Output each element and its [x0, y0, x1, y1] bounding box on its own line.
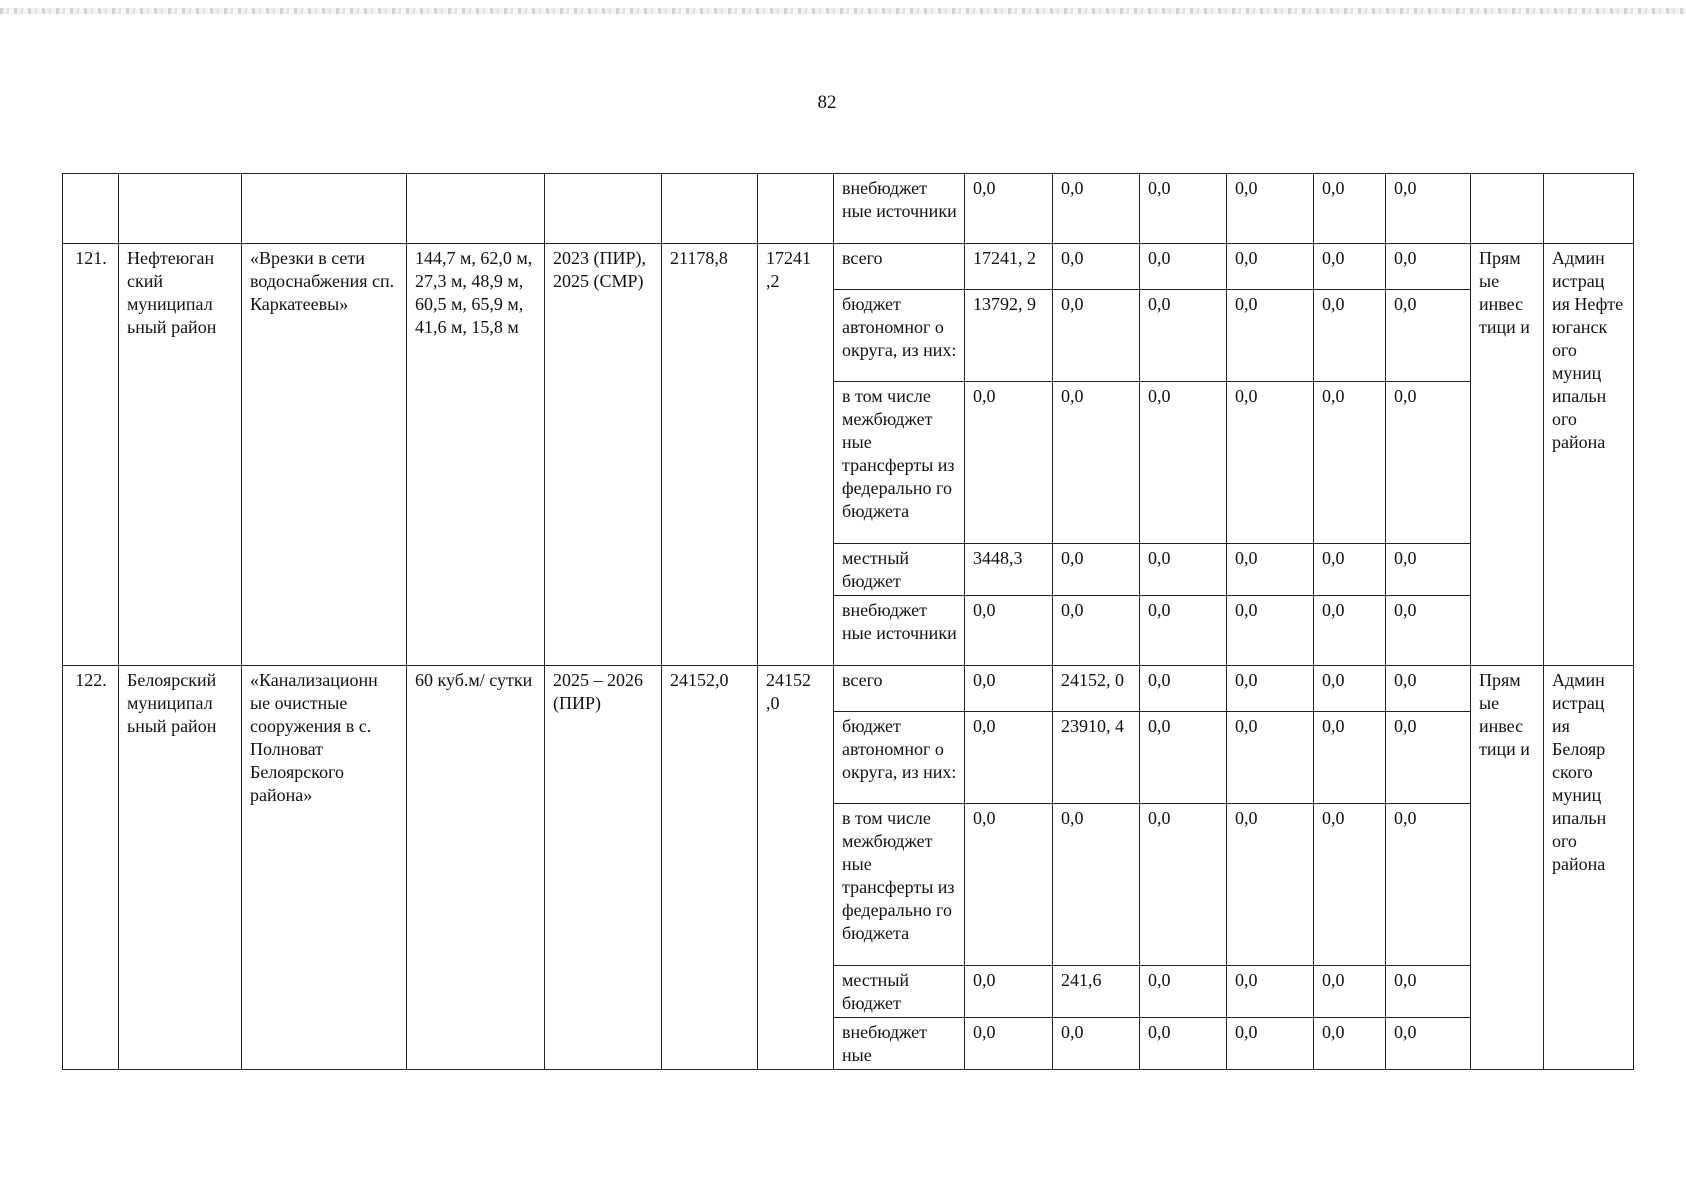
customer-cell: Админ истрац ия Нефте юганск ого муниц ипальн ого района — [1544, 244, 1634, 666]
value-cell: 0,0 — [1227, 174, 1314, 244]
value-cell: 0,0 — [1053, 544, 1140, 596]
value-cell: 0,0 — [1227, 966, 1314, 1018]
empty-cell — [758, 174, 834, 244]
value-cell: 0,0 — [1386, 804, 1471, 966]
object-name-cell: «Врезки в сети водоснабжения сп. Каркатеевы» — [242, 244, 407, 666]
value-cell: 0,0 — [1314, 804, 1386, 966]
value-cell: 0,0 — [1386, 596, 1471, 666]
period-cell: 2023 (ПИР), 2025 (СМР) — [545, 244, 662, 666]
value-cell: 0,0 — [1227, 544, 1314, 596]
cost-cell: 24152,0 — [662, 666, 758, 1070]
financing-source-cell: местный бюджет — [834, 544, 965, 596]
value-cell: 0,0 — [1140, 290, 1227, 382]
value-cell: 0,0 — [1314, 290, 1386, 382]
value-cell: 13792, 9 — [965, 290, 1053, 382]
value-cell: 0,0 — [1140, 666, 1227, 712]
financing-source-cell: всего — [834, 244, 965, 290]
empty-cell — [662, 174, 758, 244]
value-cell: 0,0 — [1386, 1018, 1471, 1070]
empty-cell — [242, 174, 407, 244]
empty-cell — [407, 174, 545, 244]
value-cell: 0,0 — [965, 966, 1053, 1018]
municipality-cell: Нефтеюган ский муниципал ьный район — [119, 244, 242, 666]
value-cell: 0,0 — [1227, 666, 1314, 712]
value-cell: 0,0 — [1227, 596, 1314, 666]
value-cell: 0,0 — [1314, 244, 1386, 290]
value-cell: 0,0 — [1140, 174, 1227, 244]
value-cell: 0,0 — [1314, 544, 1386, 596]
total-cell: 17241 ,2 — [758, 244, 834, 666]
financing-source-cell: в том числе межбюджет ные трансферты из федерально го бюджета — [834, 382, 965, 544]
value-cell: 0,0 — [965, 174, 1053, 244]
table-row — [63, 244, 1634, 290]
financing-source-cell: бюджет автономног о округа, из них: — [834, 290, 965, 382]
value-cell: 0,0 — [1386, 544, 1471, 596]
value-cell: 0,0 — [1227, 804, 1314, 966]
value-cell: 3448,3 — [965, 544, 1053, 596]
financing-source-cell: внебюджет ные источники — [834, 596, 965, 666]
scan-edge-noise — [0, 8, 1686, 14]
value-cell: 0,0 — [1386, 966, 1471, 1018]
value-cell: 0,0 — [1053, 1018, 1140, 1070]
value-cell: 0,0 — [1386, 290, 1471, 382]
table-row-continuation — [63, 174, 1634, 244]
value-cell: 0,0 — [1314, 666, 1386, 712]
value-cell: 0,0 — [1053, 382, 1140, 544]
value-cell: 0,0 — [1386, 174, 1471, 244]
value-cell: 17241, 2 — [965, 244, 1053, 290]
value-cell: 0,0 — [1140, 966, 1227, 1018]
value-cell: 0,0 — [1053, 244, 1140, 290]
page-number: 82 — [817, 92, 837, 113]
value-cell: 23910, 4 — [1053, 712, 1140, 804]
value-cell: 0,0 — [965, 804, 1053, 966]
value-cell: 0,0 — [1314, 174, 1386, 244]
value-cell: 0,0 — [965, 596, 1053, 666]
value-cell: 0,0 — [965, 666, 1053, 712]
row-number-cell: 122. — [63, 666, 119, 1070]
row-number-cell: 121. — [63, 244, 119, 666]
empty-cell — [119, 174, 242, 244]
object-name-cell: «Канализационн ые очистные сооружения в с. Полноват Белоярского района» — [242, 666, 407, 1070]
customer-cell: Админ истрац ия Белояр ского муниц ипальн ого района — [1544, 666, 1634, 1070]
financing-source-cell: внебюджет ные источники — [834, 174, 965, 244]
value-cell: 0,0 — [1053, 290, 1140, 382]
value-cell: 0,0 — [1227, 290, 1314, 382]
total-cell: 24152 ,0 — [758, 666, 834, 1070]
value-cell: 0,0 — [1227, 244, 1314, 290]
financing-source-cell: бюджет автономног о округа, из них: — [834, 712, 965, 804]
value-cell: 0,0 — [1314, 966, 1386, 1018]
value-cell: 0,0 — [1227, 712, 1314, 804]
value-cell: 0,0 — [1314, 712, 1386, 804]
value-cell: 0,0 — [965, 382, 1053, 544]
value-cell: 0,0 — [965, 1018, 1053, 1070]
value-cell: 0,0 — [1314, 382, 1386, 544]
period-cell: 2025 – 2026 (ПИР) — [545, 666, 662, 1070]
value-cell: 0,0 — [1140, 244, 1227, 290]
value-cell: 24152, 0 — [1053, 666, 1140, 712]
value-cell: 0,0 — [1227, 1018, 1314, 1070]
value-cell: 0,0 — [1314, 596, 1386, 666]
empty-cell — [1544, 174, 1634, 244]
value-cell: 0,0 — [1053, 804, 1140, 966]
financing-source-cell: внебюджет ные — [834, 1018, 965, 1070]
capacity-cell: 60 куб.м/ сутки — [407, 666, 545, 1070]
financing-source-cell: всего — [834, 666, 965, 712]
value-cell: 0,0 — [1140, 804, 1227, 966]
financing-source-cell: в том числе межбюджет ные трансферты из федерально го бюджета — [834, 804, 965, 966]
value-cell: 0,0 — [1227, 382, 1314, 544]
mechanism-cell: Прям ые инвес тици и — [1471, 244, 1544, 666]
empty-cell — [545, 174, 662, 244]
financing-source-cell: местный бюджет — [834, 966, 965, 1018]
capacity-cell: 144,7 м, 62,0 м, 27,3 м, 48,9 м, 60,5 м, 65,9 м, 41,6 м, 15,8 м — [407, 244, 545, 666]
value-cell: 0,0 — [1386, 382, 1471, 544]
value-cell: 241,6 — [1053, 966, 1140, 1018]
empty-cell — [1471, 174, 1544, 244]
value-cell: 0,0 — [1140, 544, 1227, 596]
investment-table — [62, 173, 1634, 1070]
table-row — [63, 666, 1634, 712]
value-cell: 0,0 — [1386, 666, 1471, 712]
value-cell: 0,0 — [1386, 712, 1471, 804]
value-cell: 0,0 — [965, 712, 1053, 804]
value-cell: 0,0 — [1053, 174, 1140, 244]
value-cell: 0,0 — [1140, 1018, 1227, 1070]
value-cell: 0,0 — [1140, 596, 1227, 666]
municipality-cell: Белоярский муниципал ьный район — [119, 666, 242, 1070]
value-cell: 0,0 — [1314, 1018, 1386, 1070]
mechanism-cell: Прям ые инвес тици и — [1471, 666, 1544, 1070]
value-cell: 0,0 — [1140, 712, 1227, 804]
value-cell: 0,0 — [1053, 596, 1140, 666]
empty-cell — [63, 174, 119, 244]
value-cell: 0,0 — [1386, 244, 1471, 290]
cost-cell: 21178,8 — [662, 244, 758, 666]
value-cell: 0,0 — [1140, 382, 1227, 544]
